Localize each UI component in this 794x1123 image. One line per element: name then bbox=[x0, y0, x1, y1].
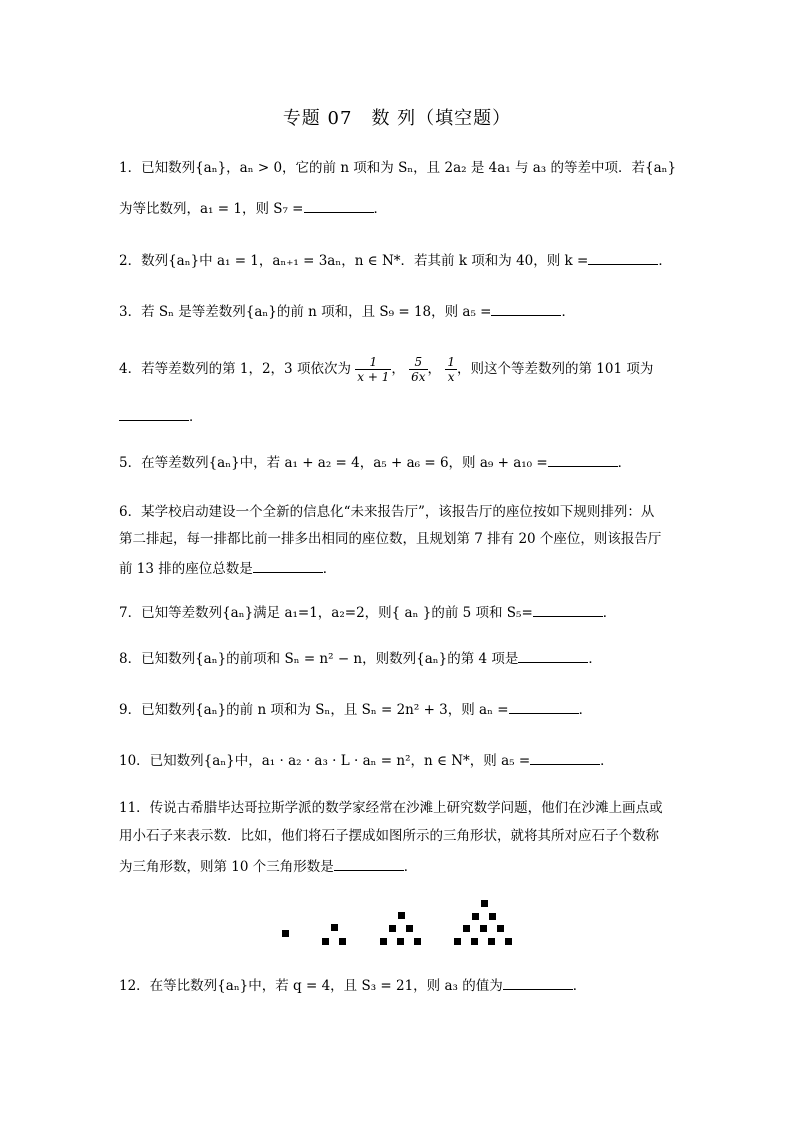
question-9 bbox=[119, 699, 679, 720]
fraction-3-numerator: 1 bbox=[447, 355, 455, 369]
question-9-text: 9．已知数列{aₙ}的前 n 项和为 Sₙ，且 Sₙ = 2n² + 3，则 aₙ = bbox=[119, 702, 509, 718]
question-7-text: 7．已知等差数列{aₙ}满足 a₁=1，a₂=2，则{ aₙ }的前 5 项和 S₅= bbox=[119, 605, 533, 621]
answer-blank-2[interactable] bbox=[588, 250, 658, 265]
answer-blank-4[interactable] bbox=[119, 406, 189, 421]
question-1-end: ． bbox=[373, 201, 387, 217]
question-4-line-2 bbox=[119, 406, 679, 427]
fraction-3-denominator: x bbox=[447, 370, 455, 384]
question-11-line-1: 11．传说古希腊毕达哥拉斯学派的数学家经常在沙滩上研究数学问题，他们在沙滩上画点或 bbox=[119, 800, 663, 816]
stone-dot bbox=[472, 913, 479, 920]
question-1-line-2 bbox=[119, 198, 679, 219]
answer-blank-12[interactable] bbox=[503, 975, 573, 990]
question-9-end: ． bbox=[578, 702, 593, 718]
stone-dot bbox=[397, 938, 404, 945]
question-10-text: 10．已知数列{aₙ}中，a₁ · a₂ · a₃ · L · aₙ = n²，n ∈ N*，则 a₅ = bbox=[119, 753, 531, 769]
question-5-end: ． bbox=[617, 455, 632, 471]
question-6-line-1: 6．某学校启动建设一个全新的信息化“未来报告厅”，该报告厅的座位按如下规则排列：从 bbox=[119, 504, 655, 520]
stone-dot bbox=[471, 938, 478, 945]
question-1-line-1: 1．已知数列{aₙ}，aₙ > 0，它的前 n 项和为 Sₙ，且 2a₂ 是 4a₁ 与 a₃ 的等差中项．若{aₙ} bbox=[119, 160, 677, 176]
question-11-line-3 bbox=[119, 856, 679, 877]
stone-dot bbox=[282, 930, 289, 937]
fraction-2-numerator: 5 bbox=[409, 355, 427, 370]
stone-dot bbox=[414, 938, 421, 945]
question-3-end: ． bbox=[561, 304, 575, 320]
question-10-end: ． bbox=[600, 753, 614, 769]
fraction-2-denominator: 6x bbox=[411, 370, 426, 384]
question-11-end: ． bbox=[403, 859, 418, 875]
answer-blank-8[interactable] bbox=[518, 648, 588, 663]
question-8-text: 8．已知数列{aₙ}的前项和 Sₙ = n² − n，则数列{aₙ}的第 4 项是 bbox=[119, 651, 519, 667]
answer-blank-7[interactable] bbox=[533, 602, 603, 617]
question-4-text: 4．若等差数列的第 1，2，3 项依次为 bbox=[119, 361, 351, 377]
stone-dot bbox=[398, 912, 405, 919]
stone-dot bbox=[454, 938, 461, 945]
stone-dot bbox=[322, 938, 329, 945]
stone-dot bbox=[339, 938, 346, 945]
question-4-middle: ，则这个等差数列的第 101 项为 bbox=[456, 361, 654, 377]
question-3 bbox=[119, 301, 679, 322]
question-2-text: 2．数列{aₙ}中 a₁ = 1，aₙ₊₁ = 3aₙ，n ∈ N*．若其前 k 项和为 40，则 k = bbox=[119, 253, 589, 269]
page-title: 专题 07 数 列（填空题） bbox=[282, 108, 512, 129]
stone-dot bbox=[505, 938, 512, 945]
stone-dot bbox=[406, 925, 413, 932]
triangular-numbers-figure bbox=[276, 897, 526, 947]
question-7-end: ． bbox=[602, 605, 617, 621]
fraction-1-denominator: x + 1 bbox=[357, 370, 390, 384]
question-4-line-1: 4．若等差数列的第 1，2，3 项依次为 $\frac{1}{x + 1}$ ， $\frac{5}{6x}$ ， $\frac{1}{x}$ ，则这个等差数列的第 101 项为 bbox=[119, 355, 654, 384]
question-11-text: 为三角形数，则第 10 个三角形数是 bbox=[119, 859, 334, 875]
fraction-3 bbox=[445, 355, 457, 384]
question-12 bbox=[119, 975, 679, 996]
question-2-end: ． bbox=[658, 253, 672, 269]
question-10 bbox=[119, 750, 679, 771]
question-5-text: 5．在等差数列{aₙ}中，若 a₁ + a₂ = 4，a₅ + a₆ = 6，则 a₉ + a₁₀ = bbox=[119, 455, 548, 471]
answer-blank-11[interactable] bbox=[334, 856, 404, 871]
stone-dot bbox=[380, 938, 387, 945]
answer-blank-5[interactable] bbox=[548, 452, 618, 467]
stone-dot bbox=[489, 913, 496, 920]
stone-dot bbox=[463, 925, 470, 932]
stone-dot bbox=[389, 925, 396, 932]
fraction-1 bbox=[355, 355, 391, 384]
question-8 bbox=[119, 648, 679, 669]
stone-dot bbox=[331, 924, 338, 931]
answer-blank-10[interactable] bbox=[530, 750, 600, 765]
question-2 bbox=[119, 250, 679, 271]
question-1-text: 为等比数列，a₁ = 1，则 S₇ = bbox=[119, 201, 304, 217]
stone-dot bbox=[497, 925, 504, 932]
question-3-text: 3．若 Sₙ 是等差数列{aₙ}的前 n 项和，且 S₉ = 18，则 a₅ = bbox=[119, 304, 492, 320]
answer-blank-1[interactable] bbox=[304, 198, 374, 213]
question-4-end: ． bbox=[189, 409, 203, 425]
answer-blank-3[interactable] bbox=[491, 301, 561, 316]
stone-dot bbox=[488, 938, 495, 945]
question-6-end: ． bbox=[322, 561, 337, 577]
question-12-end: ． bbox=[572, 978, 587, 994]
question-5 bbox=[119, 452, 679, 473]
question-7 bbox=[119, 602, 679, 623]
question-12-text: 12．在等比数列{aₙ}中，若 q = 4，且 S₃ = 21，则 a₃ 的值为 bbox=[119, 978, 503, 994]
fraction-2 bbox=[409, 355, 427, 384]
fraction-1-numerator: 1 bbox=[355, 355, 391, 370]
stone-dot bbox=[480, 925, 487, 932]
stone-dot bbox=[481, 900, 488, 907]
answer-blank-6[interactable] bbox=[253, 558, 323, 573]
question-11-line-2: 用小石子来表示数．比如，他们将石子摆成如图所示的三角形状，就将其所对应石子个数称 bbox=[119, 828, 659, 844]
question-6-line-3 bbox=[119, 558, 679, 579]
answer-blank-9[interactable] bbox=[509, 699, 579, 714]
question-6-text: 前 13 排的座位总数是 bbox=[119, 561, 253, 577]
question-6-line-2: 第二排起，每一排都比前一排多出相同的座位数，且规划第 7 排有 20 个座位，则该报告厅 bbox=[119, 531, 662, 547]
question-8-end: ． bbox=[588, 651, 602, 667]
